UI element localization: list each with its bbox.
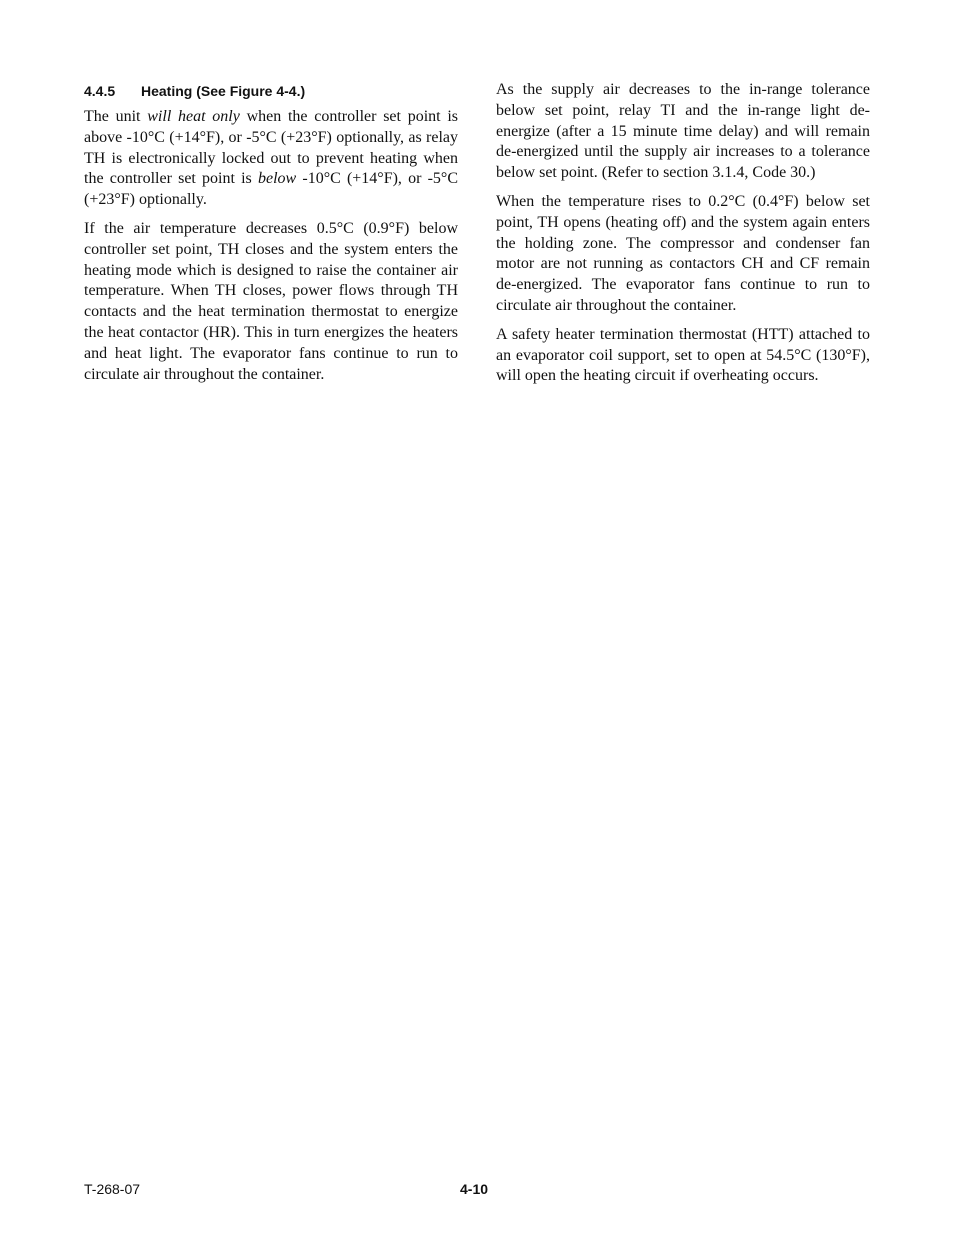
paragraph-text: when the controller set point is above -10°C (+14°F), or -5°C (+23°F) optionally, as relay TH is electronically locked out to prevent heating when the controller set point is [84,108,459,188]
right-column [496,80,870,395]
emphasis-text: will heat only [147,108,240,125]
emphasis-text: below [257,170,297,188]
paragraph-in-range: As the supply air decreases to the in-range tolerance below set point, relay TI and the in-range light de-energize (after a 15 minute time delay) and will remain de-energized until the supply air increases to a tolerance below set point. (Refer to section 3.1.4, Code 30.) [496,81,870,182]
paragraph-heat-only [84,107,458,211]
paragraph-safety-thermostat: A safety heater termination thermostat (HTT) attached to an evaporator coil support, set to open at 54.5°C (130°F), will open the heating circuit if overheating occurs. [496,325,870,385]
section-title: Heating (See Figure 4-4.) [141,83,306,99]
paragraph-text: -10°C (+14°F), or -5°C (+23°F) optionally. [84,170,458,209]
left-column [84,80,458,393]
paragraph-text: The unit [84,108,148,125]
paragraph-holding-zone: When the temperature rises to 0.2°C (0.4°F) below set point, TH opens (heating off) and the system again enters the holding zone. The compressor and condenser fan motor are not running as contactors CH and CF remain de-energized. The evaporator fans continue to run to circulate air throughout the container. [496,192,870,314]
paragraph-heating-mode: If the air temperature decreases 0.5°C (0.9°F) below controller set point, TH closes and the system enters the heating mode which is designed to raise the container air temperature. When TH closes, power flows through TH contacts and the heat termination thermostat to energize the heat contactor (HR). This in turn energizes the heaters and heat light. The evaporator fans continue to run to circulate air throughout the container. [84,219,458,383]
section-number: 4.4.5 [84,83,116,99]
section-heading [84,83,458,99]
document-number: T-268-07 [84,1181,141,1197]
page-number: 4-10 [460,1181,489,1197]
